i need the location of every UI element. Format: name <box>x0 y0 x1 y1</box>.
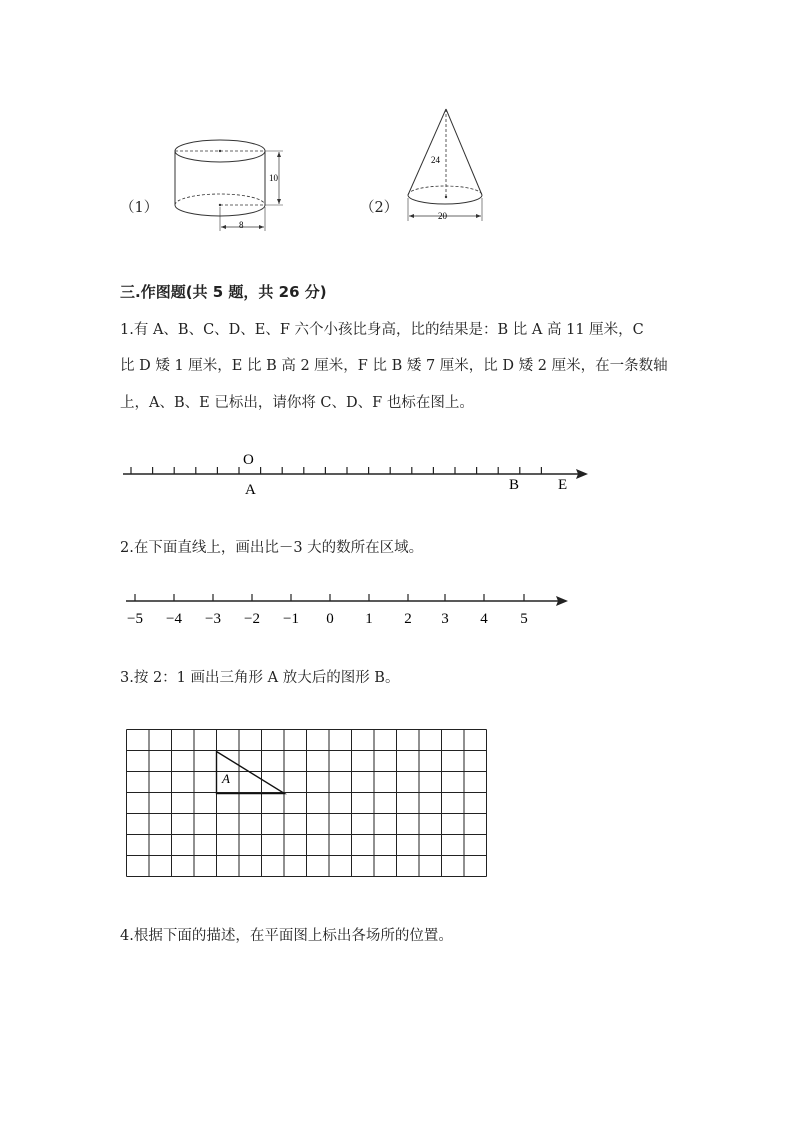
q2-tick-label: −1 <box>283 611 299 627</box>
q1-label-b: B <box>509 477 520 493</box>
q2-tick-label: 5 <box>520 611 528 627</box>
q2-tick-label: −4 <box>166 611 182 627</box>
q1-tick-marks <box>131 467 541 474</box>
q4-text: 4.根据下面的描述，在平面图上标出各场所的位置。 <box>120 928 453 944</box>
cone-diameter-label: 20 <box>438 211 447 221</box>
q1-text-line-2: 比 D 矮 1 厘米，E 比 B 高 2 厘米，F 比 B 矮 7 厘米，比 D 矮 2 厘米，在一条数轴 <box>120 358 668 374</box>
q2-number-line <box>118 590 578 630</box>
cylinder-figure <box>165 135 315 235</box>
q2-tick-label: 3 <box>441 611 449 627</box>
q1-number-line <box>118 450 598 500</box>
q1-label-e: E <box>558 477 568 493</box>
q2-tick-label: −2 <box>244 611 260 627</box>
q3-text: 3.按 2：1 画出三角形 A 放大后的图形 B。 <box>120 670 400 686</box>
q1-text-line-1: 1.有 A、B、C、D、E、F 六个小孩比身高，比的结果是：B 比 A 高 11 厘米，C <box>120 322 644 338</box>
q2-tick-label: −3 <box>205 611 221 627</box>
section-heading: 三.作图题(共 5 题，共 26 分) <box>120 283 327 301</box>
q2-tick-label: 0 <box>326 611 334 627</box>
grid-lines <box>127 730 487 877</box>
q1-text-line-3: 上，A、B、E 已标出，请你将 C、D、F 也标在图上。 <box>120 395 474 411</box>
q2-axis-marks <box>127 594 528 627</box>
cone-height-label: 24 <box>431 155 440 165</box>
q1-label-a: A <box>245 482 256 498</box>
cone-figure <box>400 105 500 225</box>
q2-tick-label: 2 <box>404 611 412 627</box>
figure-2-label: （2） <box>360 200 399 216</box>
q2-tick-label: 4 <box>480 611 488 627</box>
q2-tick-label: 1 <box>365 611 373 627</box>
triangle-a-label: A <box>222 771 230 786</box>
q2-text: 2.在下面直线上，画出比－3 大的数所在区域。 <box>120 540 424 556</box>
cylinder-height-label: 10 <box>269 173 278 183</box>
cylinder-radius-label: 8 <box>239 220 244 230</box>
q1-label-o: O <box>243 452 254 468</box>
q3-grid <box>125 728 489 882</box>
figure-1-label: （1） <box>120 200 159 216</box>
q2-tick-label: −5 <box>127 611 143 627</box>
